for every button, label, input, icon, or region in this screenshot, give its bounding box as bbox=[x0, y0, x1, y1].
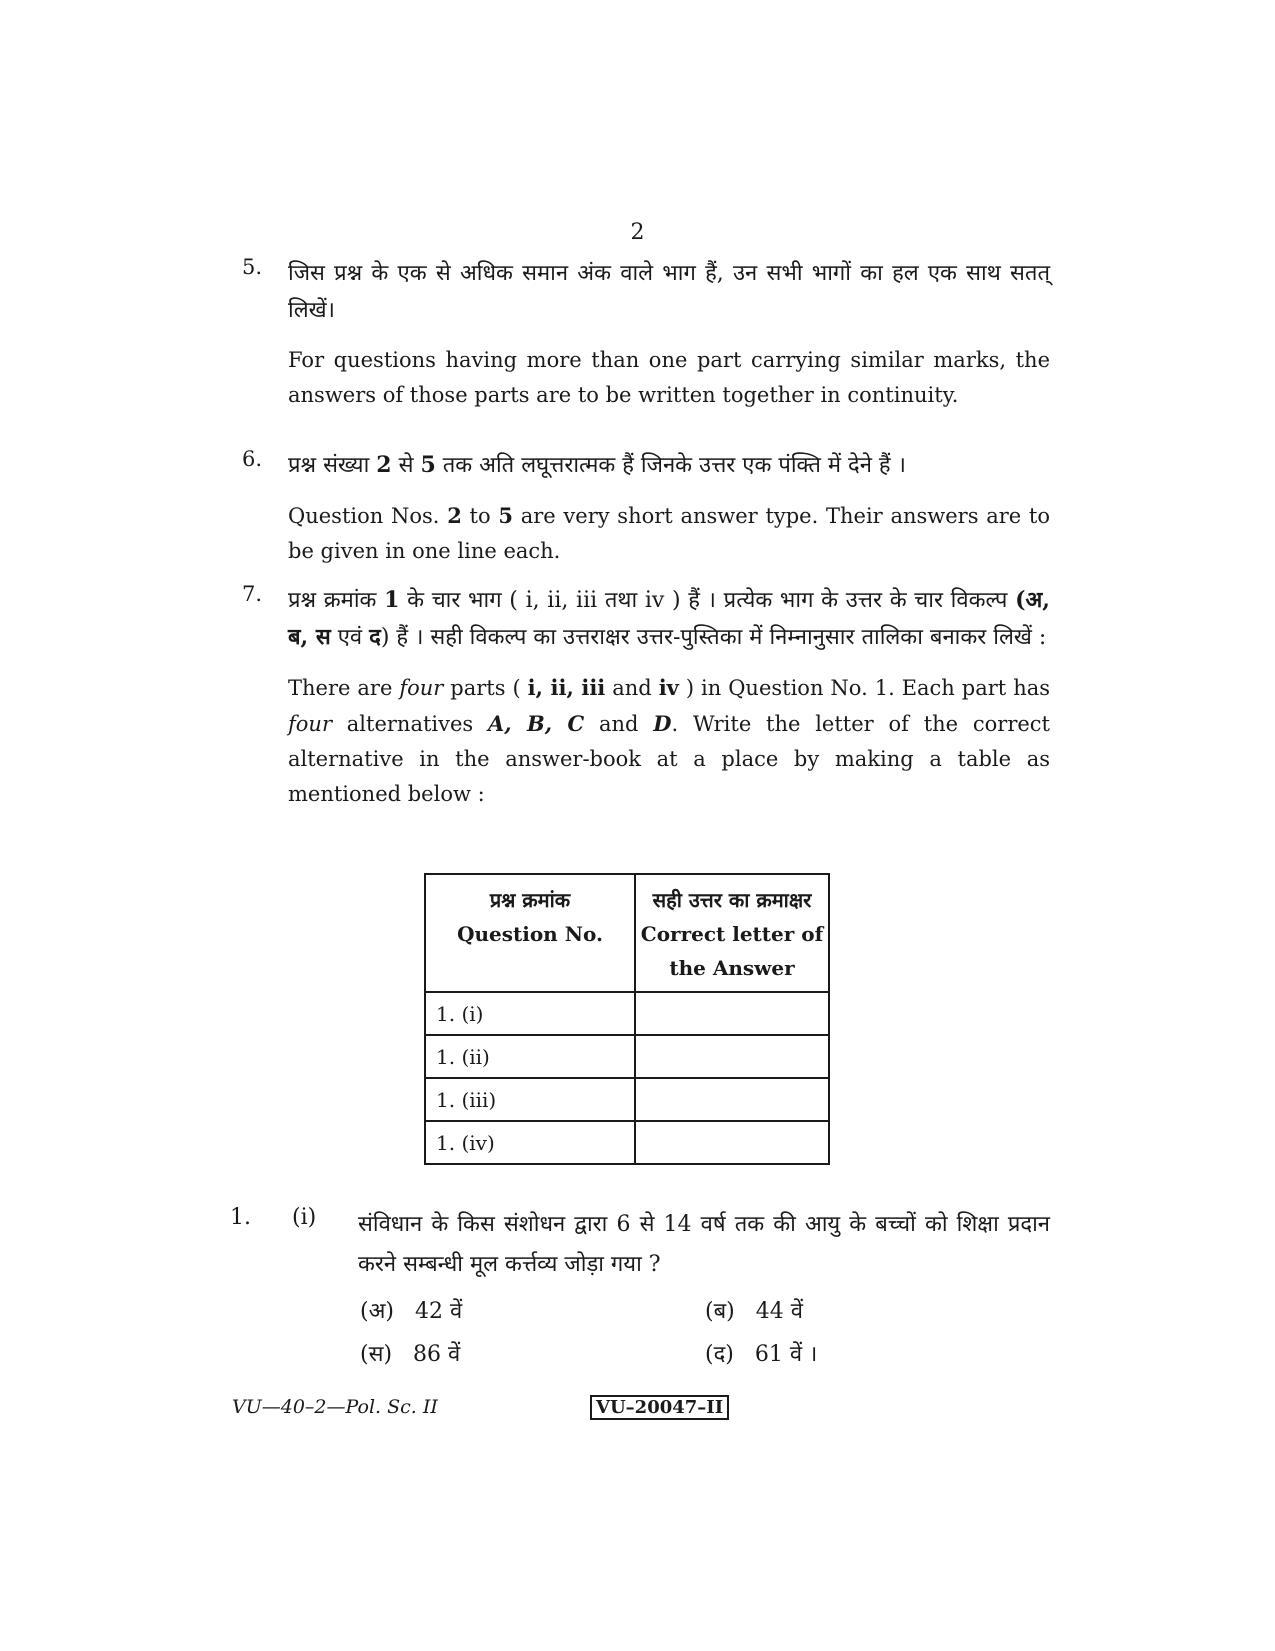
table-cell-blank bbox=[635, 992, 829, 1035]
table-header-correct-letter: सही उत्तर का क्रमाक्षर Correct letter of the Answer bbox=[635, 874, 829, 992]
question-text: संविधान के किस संशोधन द्वारा 6 से 14 वर्ष तक की आयु के बच्चों को शिक्षा प्रदान करने सम्बन्धी मूल कर्त्तव्य जोड़ा गया ? bbox=[358, 1212, 1050, 1277]
question-sub-part: (i) bbox=[292, 1205, 317, 1230]
instruction-number: 5. bbox=[242, 255, 263, 279]
instruction-number: 6. bbox=[242, 447, 263, 471]
table-cell: 1. (iv) bbox=[425, 1121, 635, 1164]
instruction-english: There are four parts ( i, ii, iii and iv ) in Question No. 1. Each part has four alternatives A, B, C and D. Write the letter of the correct alternative in the answer-book at a place by making a table as mentioned below : bbox=[288, 675, 1051, 806]
instruction-6 bbox=[242, 447, 1050, 569]
table-row bbox=[425, 1121, 829, 1164]
table-row bbox=[425, 1035, 829, 1078]
option-b: (ब) 44 वें bbox=[705, 1299, 803, 1324]
option-c: (स) 86 वें bbox=[360, 1342, 461, 1367]
table-cell: 1. (i) bbox=[425, 992, 635, 1035]
table-row bbox=[425, 1078, 829, 1121]
table-header-question-no: प्रश्न क्रमांक Question No. bbox=[425, 874, 635, 992]
instruction-hindi: जिस प्रश्न के एक से अधिक समान अंक वाले भाग हैं, उन सभी भागों का हल एक साथ सतत् लिखें। bbox=[288, 261, 1050, 323]
table-cell-blank bbox=[635, 1078, 829, 1121]
table-header-row bbox=[425, 874, 829, 992]
instruction-hindi: प्रश्न संख्या 2 से 5 तक अति लघूत्तरात्मक हैं जिनके उत्तर एक पंक्ति में देने हैं । bbox=[288, 452, 906, 478]
footer-paper-code: VU—40–2—Pol. Sc. II bbox=[232, 1396, 438, 1418]
table-cell-blank bbox=[635, 1121, 829, 1164]
table-cell: 1. (iii) bbox=[425, 1078, 635, 1121]
table-cell-blank bbox=[635, 1035, 829, 1078]
instruction-hindi: प्रश्न क्रमांक 1 के चार भाग ( i, ii, iii तथा iv ) हैं । प्रत्येक भाग के उत्तर के चार विकल्प (अ, ब, स एवं द) हैं । सही विकल्प का उत्तराक्षर उत्तर-पुस्तिका में निम्नानुसार तालिका बनाकर लिखें : bbox=[288, 587, 1050, 650]
instruction-7 bbox=[242, 582, 1051, 812]
table-cell: 1. (ii) bbox=[425, 1035, 635, 1078]
instruction-english: Question Nos. 2 to 5 are very short answer type. Their answers are to be given in one line each. bbox=[288, 503, 1050, 563]
answer-table bbox=[424, 873, 830, 1165]
option-d: (द) 61 वें । bbox=[705, 1342, 818, 1367]
instruction-english: For questions having more than one part carrying similar marks, the answers of those parts are to be written together in continuity. bbox=[288, 348, 1050, 407]
page-number: 2 bbox=[630, 220, 645, 245]
option-a: (अ) 42 वें bbox=[360, 1299, 463, 1324]
instruction-number: 7. bbox=[242, 582, 263, 606]
footer-boxed-code: VU–20047–II bbox=[590, 1395, 729, 1420]
instruction-5 bbox=[242, 255, 1050, 413]
question-number: 1. bbox=[230, 1205, 251, 1230]
table-row bbox=[425, 992, 829, 1035]
